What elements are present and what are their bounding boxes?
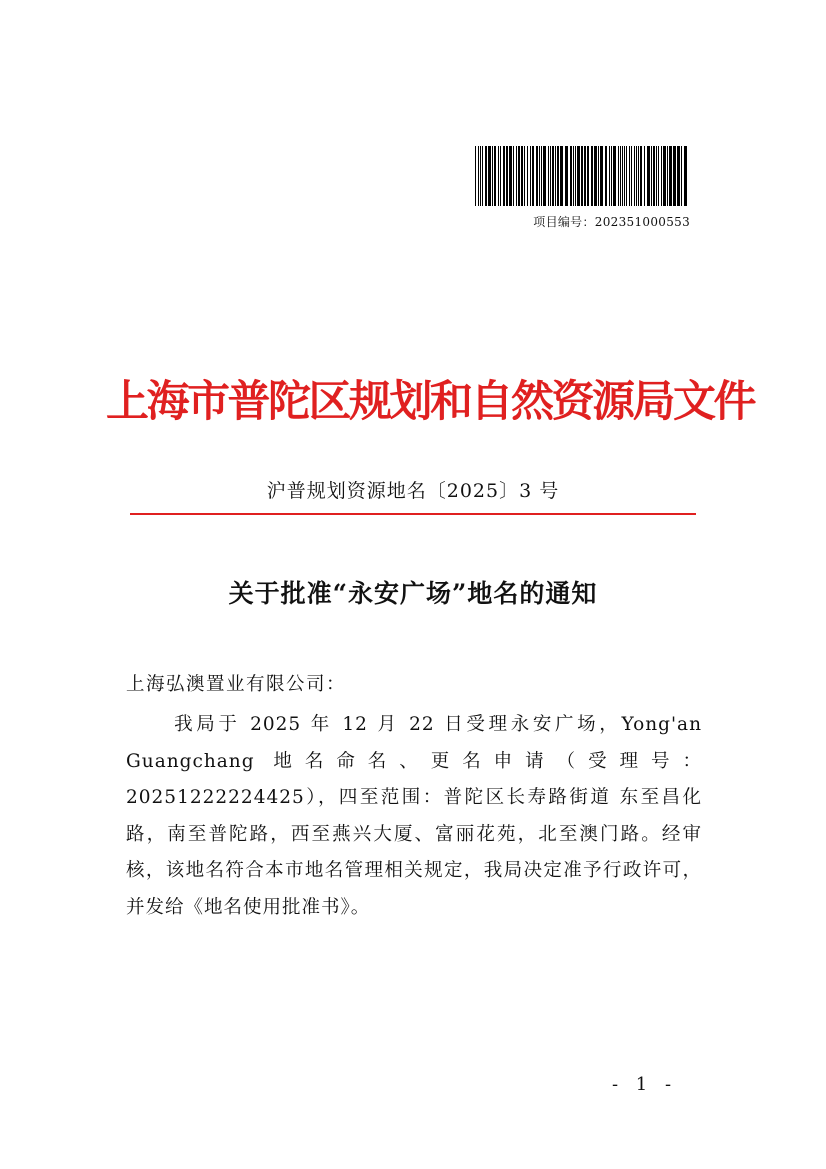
notice-title: 关于批准“永安广场”地名的通知 [228, 579, 598, 608]
body-paragraph: 我局于 2025 年 12 月 22 日受理永安广场，Yong'an Guangchang 地名命名、更名申请（受理号：20251222224425），四至范围：普陀区长寿路街道 东至昌化路，南至普陀路，西至燕兴大厦、富丽花苑，北至澳门路。经审核，该地名符合本市地名管理相关规定，我局决定准予行政许可，并发给《地名使用批准书》。 [126, 714, 702, 918]
red-divider [130, 513, 696, 515]
document-number: 沪普规划资源地名〔2025〕3 号 [266, 480, 560, 502]
page-number: - 1 - [612, 1074, 678, 1095]
project-number: 项目编号：202351000553 [533, 215, 690, 229]
salutation: 上海弘澳置业有限公司： [126, 674, 347, 695]
barcode-icon [475, 146, 689, 206]
issuer-header-title: 上海市普陀区规划和自然资源局文件 [106, 377, 754, 427]
